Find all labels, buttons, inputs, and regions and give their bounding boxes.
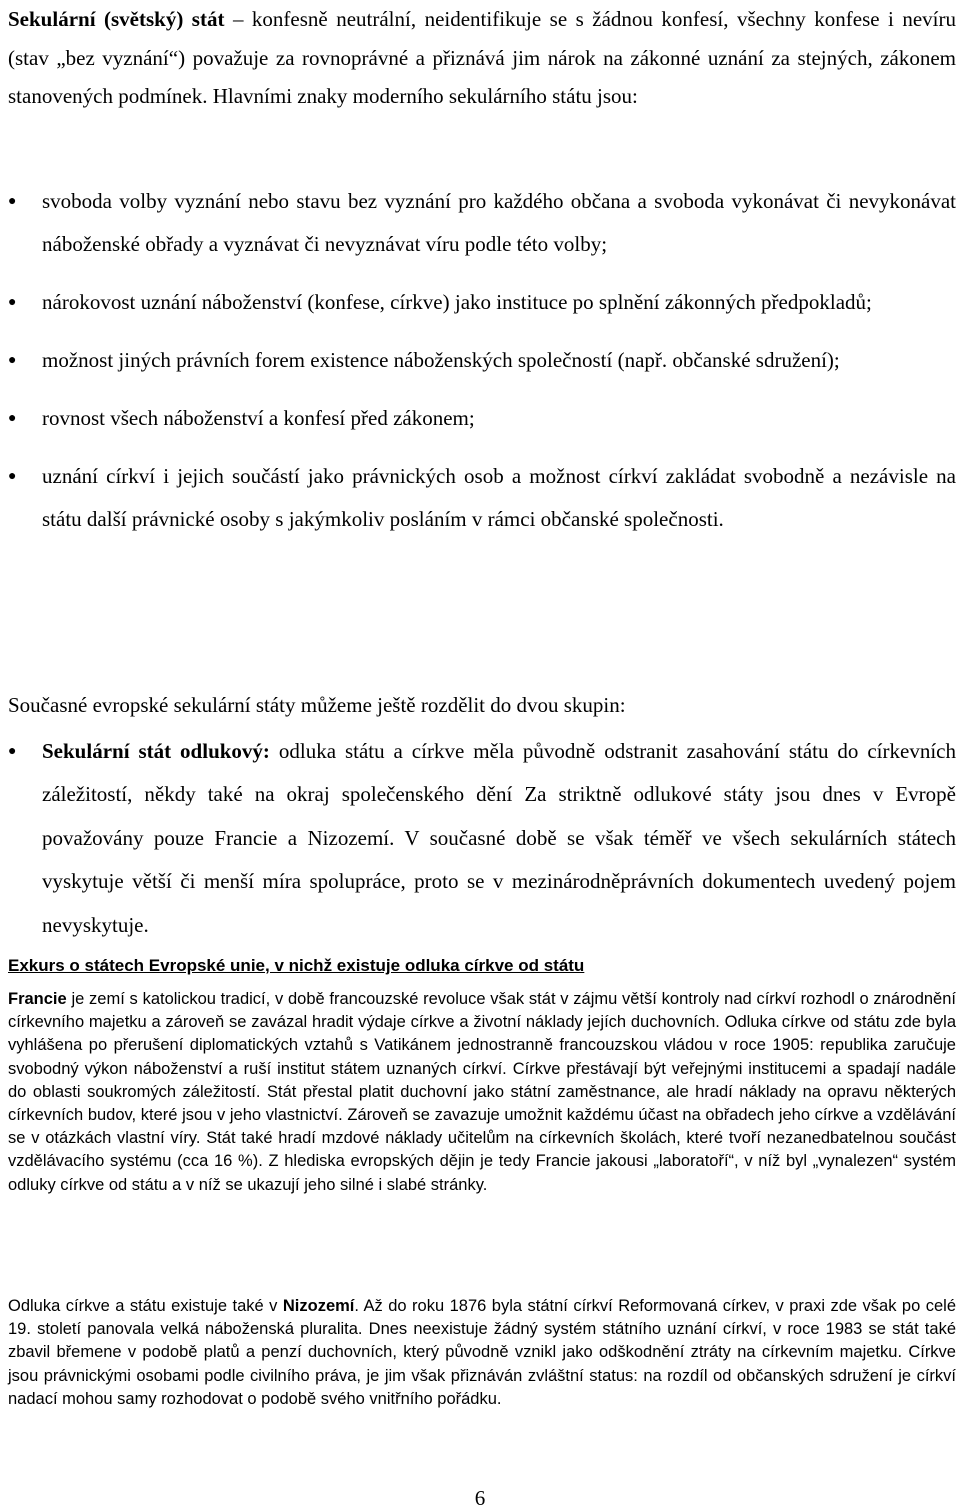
netherlands-text-before: Odluka církve a státu existuje také v <box>8 1297 283 1315</box>
division-lead-term: Sekulární stát odlukový: <box>42 739 270 763</box>
list-item-text: odluka státu a církve měla původně odstranit zasahování státu do církevních záležitostí, někdy také na okraj společenského dění Za striktně odlukové státy jsou dnes v Evropě považovány pouze Francie a Nizozemí. V současné době se však téměř ve všech sekulárních státech vyskytuje větší či menší míra spolupráce, proto se v mezinárodněprávních dokumentech uvedený pojem nevyskytuje. <box>42 739 956 937</box>
list-item-text: svoboda volby vyznání nebo stavu bez vyznání pro každého občana a svoboda vykonávat či nevykonávat náboženské obřady a vyznávat či nevyznávat víru podle této volby; <box>42 189 956 256</box>
bullet-icon: ● <box>8 194 17 209</box>
list-item <box>0 339 956 382</box>
list-item-text: nárokovost uznání náboženství (konfese, církve) jako instituce po splnění zákonných předpokladů; <box>42 290 872 314</box>
bullet-icon: ● <box>8 411 17 426</box>
netherlands-paragraph <box>8 1295 956 1411</box>
france-text: je zemí s katolickou tradicí, v době francouzské revoluce však stát v zájmu větší kontroly nad církví rozhodl o znárodnění církevního majetku a zároveň se zavázal hradit výdaje církve a životní náklady jejích duchovních. Odluka církve od státu zde byla vyhlášena po přerušení diplomatických vztahů s Vatikánem jednostranně francouzskou vládou v roce 1905: republika zaručuje svobodný výkon náboženství a ruší institut státem uznaných církví. Církve přestávají být veřejnými institucemi a spadají nadále do oblasti soukromých záležitostí. Stát přestal platit duchovní jako státní zaměstnance, ale hradí náklady na opravu některých církevních budov, které jsou v jeho vlastnictví. Zároveň se zavazuje umožnit každému účast na obřadech jeho církve a vzdělávání se v otázkách vlastní víry. Stát také hradí mzdové náklady učitelům na církevních školách, které tvoří nezanedbatelnou součást vzdělávacího systému (cca 16 %). Z hlediska evropských dějin je tedy Francie jakousi „laboratoří“, v níž byl „vynalezen“ systém odluky církve od státu a v níž se ukazují jeho silné i slabé stránky. <box>8 990 956 1194</box>
intro-text: – konfesně neutrální, neidentifikuje se s žádnou konfesí, všechny konfese i nevíru (stav „bez vyznání“) považuje za rovnoprávné a přiznává jim nárok na zákonné uznání za stejných, zákonem stanovených podmínek. Hlavními znaky moderního sekulárního státu jsou: <box>8 7 956 108</box>
list-item-text: rovnost všech náboženství a konfesí před zákonem; <box>42 406 475 430</box>
list-item <box>0 180 956 266</box>
list-item <box>0 281 956 324</box>
excursus-heading: Exkurs o státech Evropské unie, v nichž existuje odluka církve od státu <box>8 956 585 975</box>
bullet-icon: ● <box>8 353 17 368</box>
intro-lead-term: Sekulární (světský) stát <box>8 7 225 31</box>
division-list <box>0 730 956 947</box>
netherlands-lead-term: Nizozemí <box>282 1297 355 1315</box>
page-number: 6 <box>474 1486 486 1510</box>
bullet-icon: ● <box>8 469 17 484</box>
features-list <box>0 180 956 556</box>
netherlands-text-after: . Až do roku 1876 byla státní církví Reformovaná církev, v praxi zde však po celé 19. století panovala velká náboženská pluralita. Dnes neexistuje žádný systém státního uznání církví, v roce 1983 se stát také zbavil břemene v podobě platů a penzí duchovních, který původně vznikl jako odškodnění ztráty na církevním majetku. Církve jsou právnickými osobami podle civilního práva, je jim však přiznáván zvláštní status: na rozdíl od občanských sdružení je církví nadací mohou samy rozhodovat o podobě svého vnitřního pořádku. <box>8 1297 956 1408</box>
list-item-text: uznání církví i jejich součástí jako právnických osob a možnost církví zakládat svobodně a nezávisle na státu další právnické osoby s jakýmkoliv posláním v rámci občanské společnosti. <box>42 464 956 531</box>
france-paragraph <box>8 988 956 1197</box>
bullet-icon: ● <box>8 295 17 310</box>
france-lead-term: Francie <box>8 990 67 1008</box>
list-item <box>0 397 956 440</box>
list-item <box>0 455 956 541</box>
list-item-text: možnost jiných právních forem existence náboženských společností (např. občanské sdružení); <box>42 348 840 372</box>
division-paragraph: Současné evropské sekulární státy můžeme ještě rozdělit do dvou skupin: <box>8 693 626 717</box>
bullet-icon: ● <box>8 744 17 759</box>
list-item <box>0 730 956 947</box>
intro-paragraph <box>8 0 956 116</box>
